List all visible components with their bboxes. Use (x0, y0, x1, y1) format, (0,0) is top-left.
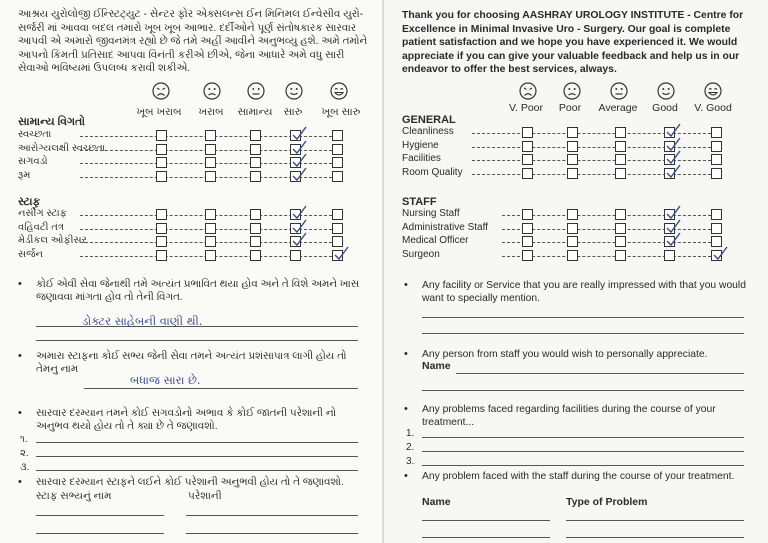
rating-checkbox[interactable] (156, 223, 167, 234)
rating-checkbox[interactable] (615, 223, 626, 234)
english-col-problem: Type of Problem (566, 496, 648, 508)
neutral-face-icon (610, 82, 628, 100)
very-sad-face-icon (519, 82, 537, 100)
rating-row (18, 143, 363, 156)
answer-number-1: ૧. (20, 434, 28, 445)
bullet-q3: • (404, 403, 408, 415)
rating-row (18, 235, 363, 248)
rating-row-label: Nursing Staff (402, 208, 460, 219)
bullet-q2: • (404, 348, 408, 360)
rating-checkbox[interactable] (156, 171, 167, 182)
gujarati-col-name: સ્ટાફ સભ્યનું નામ (36, 490, 112, 502)
rating-checkbox[interactable] (156, 236, 167, 247)
english-general-heading: GENERAL (402, 114, 456, 126)
rating-row (18, 129, 363, 142)
gujarati-col-problem: પરેશાની (188, 490, 222, 502)
rating-checkbox[interactable] (332, 144, 343, 155)
rating-row-label: સર્જન (18, 248, 44, 260)
rating-checkbox[interactable] (522, 223, 533, 234)
rating-checkbox[interactable] (250, 236, 261, 247)
gujarati-question-4: સારવાર દરમ્યાન સ્ટાફને લઈને કોઈ પરેશાની અનુભવી હોય તો તે જણાવશો. (36, 477, 344, 488)
very-sad-face-icon (152, 82, 170, 100)
answer-number-2: ૨. (20, 448, 29, 459)
answer-line (422, 465, 744, 466)
rating-checkbox[interactable] (205, 171, 216, 182)
rating-checkbox[interactable] (332, 223, 343, 234)
big-smile-face-icon (330, 82, 348, 100)
rating-checkbox[interactable] (332, 171, 343, 182)
bullet-q4: • (404, 470, 408, 482)
check-mark-icon (291, 167, 307, 183)
dotted-leader-line (502, 256, 711, 257)
bullet-q2: • (18, 350, 22, 362)
rating-checkbox[interactable] (567, 236, 578, 247)
answer-line (422, 317, 744, 318)
rating-checkbox[interactable] (290, 171, 301, 182)
rating-checkbox[interactable] (615, 168, 626, 179)
rating-checkbox[interactable] (567, 141, 578, 152)
rating-row (402, 208, 747, 221)
rating-row-label: Surgeon (402, 248, 440, 260)
rating-row (402, 153, 747, 166)
big-smile-face-icon (704, 82, 722, 100)
rating-checkbox[interactable] (522, 209, 533, 220)
answer-number-3: ૩. (20, 462, 30, 473)
rating-label-3: સામાન્ય (237, 106, 273, 118)
rating-checkbox[interactable] (332, 250, 343, 261)
rating-row (402, 140, 747, 153)
rating-checkbox[interactable] (615, 209, 626, 220)
rating-row (402, 235, 747, 248)
rating-row (402, 249, 747, 262)
rating-checkbox[interactable] (250, 209, 261, 220)
answer-line (422, 537, 550, 538)
rating-checkbox[interactable] (522, 250, 533, 261)
rating-checkbox[interactable] (711, 127, 722, 138)
rating-label-5: ખૂબ સારુ (321, 106, 361, 118)
gujarati-rating-header (0, 88, 384, 116)
answer-line (422, 451, 744, 452)
gujarati-question-1: કોઈ એવી સેવા જેનાથી તમે અત્યંત પ્રભાવિત થયા હોવ અને તે વિશે અમને ખાસ જણાવવા માંગતા હોવ તો તેની વિગત. (36, 279, 360, 303)
check-mark-icon (291, 232, 307, 248)
answer-number-1: 1. (406, 428, 415, 439)
rating-row (18, 170, 363, 183)
check-mark-icon (665, 232, 681, 248)
rating-checkbox[interactable] (522, 154, 533, 165)
rating-row-label: Room Quality (402, 166, 463, 178)
answer-line (422, 390, 744, 391)
rating-checkbox[interactable] (567, 168, 578, 179)
rating-checkbox[interactable] (615, 250, 626, 261)
rating-row-label: સ્વચ્છતા (18, 129, 52, 140)
rating-checkbox[interactable] (156, 144, 167, 155)
rating-label-4: સારુ (283, 106, 303, 118)
rating-checkbox[interactable] (250, 171, 261, 182)
answer-line (84, 388, 358, 389)
handwritten-answer-1: ડોક્ટર સાહેબની વાણી થી. (82, 314, 203, 328)
answer-line (186, 515, 358, 516)
rating-label-3: Average (598, 102, 638, 114)
bullet-q4: • (18, 476, 22, 488)
rating-row (18, 222, 363, 235)
rating-checkbox[interactable] (332, 157, 343, 168)
check-mark-icon (665, 164, 681, 180)
rating-checkbox[interactable] (615, 141, 626, 152)
answer-line (566, 537, 744, 538)
rating-row (18, 249, 363, 262)
rating-row (402, 126, 747, 139)
rating-row (18, 208, 363, 221)
english-question-2: Any person from staff you would wish to personally appreciate. (422, 349, 708, 360)
rating-checkbox[interactable] (250, 130, 261, 141)
rating-row-label: Hygiene (402, 139, 439, 151)
rating-label-5: V. Good (694, 102, 732, 114)
gujarati-general-heading: સામાન્ય વિગતો (18, 116, 86, 128)
answer-number-3: 3. (406, 456, 415, 467)
rating-checkbox[interactable] (250, 250, 261, 261)
sad-face-icon (563, 82, 581, 100)
rating-checkbox[interactable] (205, 209, 216, 220)
rating-checkbox[interactable] (522, 141, 533, 152)
rating-checkbox[interactable] (711, 168, 722, 179)
bullet-q3: • (18, 407, 22, 419)
rating-checkbox[interactable] (156, 157, 167, 168)
gujarati-question-2: અમારા સ્ટાફના કોઈ સભ્ય જેની સેવા તમને અત્યંત પ્રશંસાપાત્ર લાગી હોય તો તેમનુ નામ (36, 351, 347, 375)
rating-label-4: Good (652, 102, 678, 114)
rating-checkbox[interactable] (664, 250, 675, 261)
rating-checkbox[interactable] (290, 250, 301, 261)
rating-row (18, 156, 363, 169)
rating-checkbox[interactable] (522, 236, 533, 247)
english-intro-text: Thank you for choosing AASHRAY UROLOGY INSTITUTE - Centre for Excellence in Minimal Invasive Uro - Surgery. Our goal is complete patient satisfaction and we hope you have experienced it. We would appreciate if you can give your valuable feedback and help us in our endeavor to offer the best services, always. (402, 10, 744, 76)
bullet-q1: • (404, 279, 408, 291)
gujarati-question-3: સારવાર દરમ્યાન તમને કોઈ સગવડોનો અભાવ કે કોઈ જાતની પરેશાની નો અનુભવ થયો હોય તો તે ક્યા છે તે જણાવશો. (36, 408, 337, 432)
answer-line (422, 520, 550, 521)
rating-checkbox[interactable] (205, 250, 216, 261)
rating-label-2: ખરાબ (198, 106, 224, 118)
rating-row-label: નર્સીંગ સ્ટાફ (18, 208, 67, 219)
rating-checkbox[interactable] (664, 236, 675, 247)
answer-line (186, 533, 358, 534)
english-col-name: Name (422, 496, 451, 508)
rating-row-label: વહિવટી તંત્ર (18, 221, 65, 233)
answer-line (456, 373, 744, 374)
rating-checkbox[interactable] (711, 154, 722, 165)
rating-checkbox[interactable] (156, 250, 167, 261)
answer-line (36, 515, 164, 516)
rating-checkbox[interactable] (615, 127, 626, 138)
rating-checkbox[interactable] (664, 168, 675, 179)
answer-line (36, 456, 358, 457)
rating-checkbox[interactable] (567, 127, 578, 138)
answer-line (566, 520, 744, 521)
rating-checkbox[interactable] (290, 236, 301, 247)
rating-checkbox[interactable] (205, 223, 216, 234)
gujarati-staff-heading: સ્ટાફ (18, 196, 41, 208)
neutral-face-icon (247, 82, 265, 100)
rating-checkbox[interactable] (711, 223, 722, 234)
rating-checkbox[interactable] (522, 168, 533, 179)
rating-checkbox[interactable] (522, 127, 533, 138)
english-rating-header (384, 88, 768, 116)
rating-label-1: ખૂબ ખરાબ (136, 106, 182, 118)
answer-line (36, 442, 358, 443)
english-name-label: Name (422, 360, 451, 372)
answer-number-2: 2. (406, 442, 415, 453)
english-question-3: Any problems faced regarding facilities during the course of your treatment... (422, 404, 716, 428)
smile-face-icon (657, 82, 675, 100)
rating-label-1: V. Poor (508, 102, 544, 114)
answer-line (36, 470, 358, 471)
rating-row-label: Facilities (402, 153, 441, 165)
rating-checkbox[interactable] (205, 157, 216, 168)
rating-row-label: Medical Officer (402, 235, 469, 247)
rating-row-label: આરોગ્યલક્ષી સ્વચ્છતા (18, 142, 106, 154)
rating-checkbox[interactable] (567, 209, 578, 220)
rating-checkbox[interactable] (332, 130, 343, 141)
rating-checkbox[interactable] (332, 209, 343, 220)
english-page (384, 0, 768, 543)
gujarati-intro-text: આશ્રય યુરોલોજી ઈન્સ્ટિટ્યુટ - સેન્ટર ફોર એક્સલન્સ ઈન મિનિમલ ઈન્વેસીવ યુરો-સર્જરી માં આવવા બદલ તમારો ખૂબ ખૂબ આભાર. દર્દીઓને પૂર્ણ સંતોષકારક સારવાર આપવી એ અમારો જીવનમંત્ર રહ્યો છે જે તમે અહીં આવીને અનુભવ્યુ હશે. અમે તમોને આપનો કિંમતી પ્રતિસાદ આપવા વિનંતી કરીએ છીએ, જેના આધારે અમે વધુ સારી સેવાઓ ભવિષ્યમાં ઉપલબ્ધ કરાવી શકીએ. (18, 9, 368, 75)
rating-checkbox[interactable] (711, 250, 722, 261)
rating-checkbox[interactable] (205, 144, 216, 155)
rating-checkbox[interactable] (250, 144, 261, 155)
english-staff-heading: STAFF (402, 196, 437, 208)
bullet-q1: • (18, 278, 22, 290)
answer-line (36, 533, 164, 534)
rating-row (402, 222, 747, 235)
rating-row-label: Cleanliness (402, 126, 454, 137)
rating-row-label: રૂમ (18, 169, 31, 181)
rating-checkbox[interactable] (205, 130, 216, 141)
answer-line (422, 333, 744, 334)
sad-face-icon (203, 82, 221, 100)
rating-checkbox[interactable] (567, 250, 578, 261)
rating-checkbox[interactable] (567, 223, 578, 234)
rating-checkbox[interactable] (711, 141, 722, 152)
rating-checkbox[interactable] (615, 154, 626, 165)
rating-label-2: Poor (558, 102, 582, 114)
rating-checkbox[interactable] (250, 157, 261, 168)
rating-row-label: મેડીકલ ઓફીસર (18, 235, 87, 247)
rating-checkbox[interactable] (205, 236, 216, 247)
answer-line (36, 340, 358, 341)
rating-checkbox[interactable] (615, 236, 626, 247)
rating-checkbox[interactable] (567, 154, 578, 165)
rating-row (402, 167, 747, 180)
rating-row-label: Administrative Staff (402, 221, 488, 233)
rating-checkbox[interactable] (156, 209, 167, 220)
english-question-4: Any problem faced with the staff during the course of your treatment. (422, 471, 735, 482)
english-question-1: Any facility or Service that you are really impressed with that you would want to specially mention. (422, 280, 746, 304)
rating-row-label: સગવડો (18, 156, 48, 168)
check-mark-icon (333, 246, 349, 262)
rating-checkbox[interactable] (156, 130, 167, 141)
rating-checkbox[interactable] (711, 209, 722, 220)
handwritten-answer-2: બધાજ સારા છે. (130, 373, 201, 387)
rating-checkbox[interactable] (250, 223, 261, 234)
smile-face-icon (285, 82, 303, 100)
check-mark-icon (712, 246, 728, 262)
answer-line (422, 437, 744, 438)
